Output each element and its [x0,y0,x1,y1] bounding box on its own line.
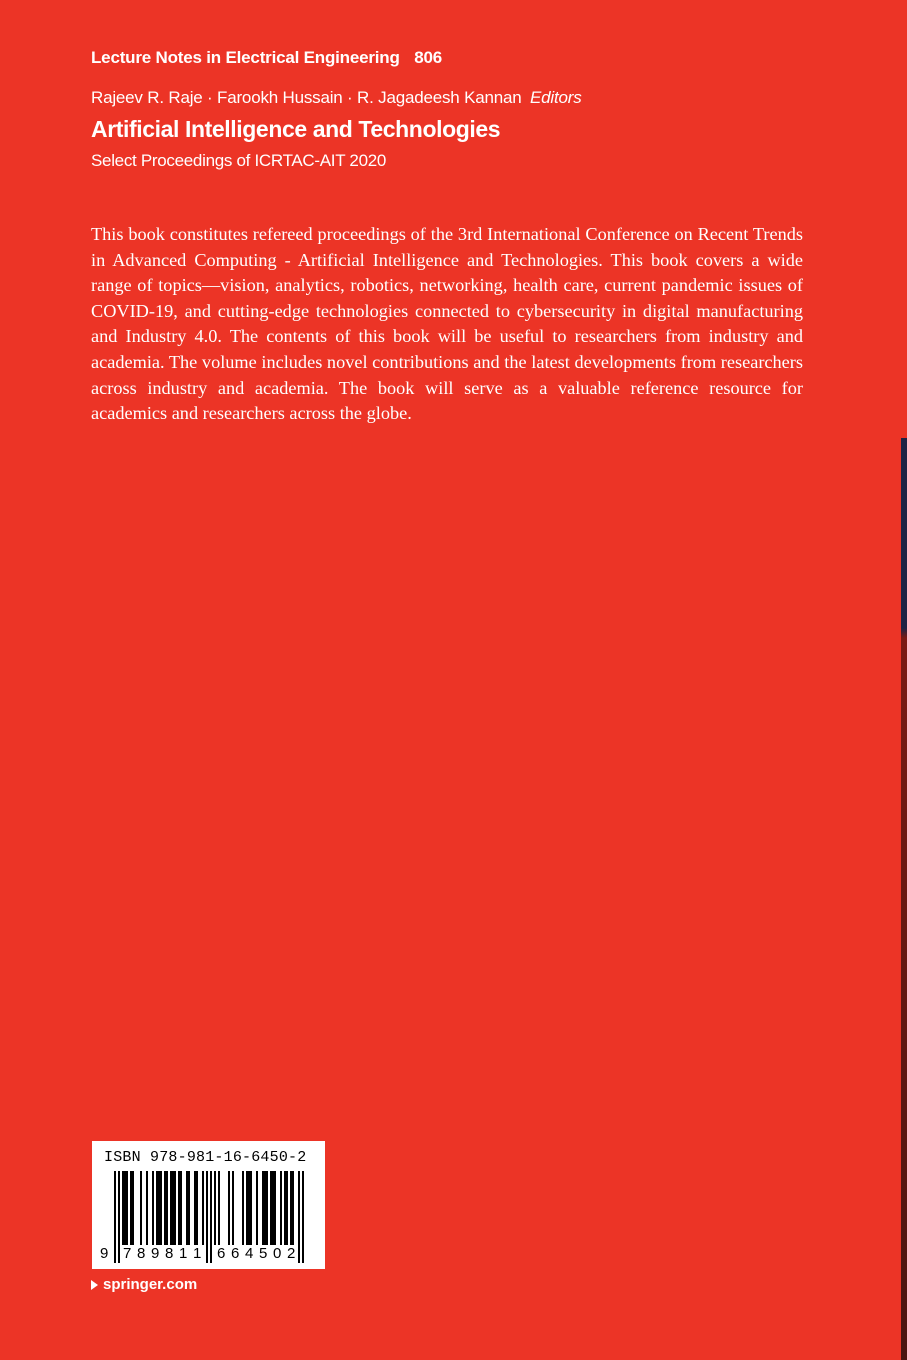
barcode-bar [290,1171,292,1245]
barcode-bar [124,1171,126,1245]
publisher-link[interactable] [91,1276,197,1293]
barcode-bar [186,1171,188,1245]
barcode-bar [228,1171,230,1245]
barcode-bar [202,1171,204,1245]
arrow-right-icon [91,1280,98,1290]
barcode-bar [170,1171,172,1245]
book-description: This book constitutes refereed proceedings of the 3rd International Conference on Recent Trends in Advanced Computing - Artificial Intelligence and Technologies. This book covers a wide range of topics—vision, analytics, robotics, networking, health care, current pandemic issues of COVID-19, and cutting-edge technologies connected to cybersecurity in digital manufacturing and Industry 4.0. The contents of this book will be useful to researchers from industry and academia. The volume includes novel contributions and the latest developments from researchers across industry and academia. The book will serve as a valuable reference resource for academics and researchers across the globe. [91,224,803,424]
barcode-bar [292,1171,294,1245]
barcode-bar [146,1171,148,1245]
barcode-bar [302,1171,304,1263]
barcode-bar [242,1171,244,1245]
barcode-bar [174,1171,176,1245]
series-line [91,48,442,68]
barcode-bar [274,1171,276,1245]
barcode-bar [156,1171,158,1245]
publisher-url: springer.com [103,1276,198,1293]
barcode-bar [246,1171,248,1245]
barcode-digit: 9 [151,1245,160,1262]
barcode-bar [160,1171,162,1245]
barcode-bar [114,1171,116,1263]
barcode-bar [284,1171,286,1245]
barcode-bar [180,1171,182,1245]
barcode-digit: 2 [287,1245,296,1262]
barcode-bar [122,1171,124,1245]
book-title: Artificial Intelligence and Technologies [91,116,501,142]
barcode-digit: 7 [123,1245,132,1262]
barcode-bar [132,1171,134,1245]
barcode-digit: 6 [231,1245,240,1262]
book-subtitle: Select Proceedings of ICRTAC-AIT 2020 [91,151,387,170]
spine-edge [901,438,907,1360]
barcode-digit: 9 [100,1245,109,1262]
barcode-digit: 5 [259,1245,268,1262]
barcode-bar [210,1171,212,1263]
barcode-bar [194,1171,196,1245]
barcode-bar [206,1171,208,1263]
barcode-digit: 4 [245,1245,254,1262]
editor-names: Rajeev R. Raje · Farookh Hussain · R. Jagadeesh Kannan [91,88,522,107]
barcode-bar [126,1171,128,1245]
barcode-bar [152,1171,154,1245]
barcode-bar [232,1171,234,1245]
barcode-bar [286,1171,288,1245]
barcode-digit: 8 [165,1245,174,1262]
barcode-bar [266,1171,268,1245]
barcode-bar [298,1171,300,1263]
barcode-bar [140,1171,142,1245]
barcode-bar [272,1171,274,1245]
barcode-bar [262,1171,264,1245]
barcode-bar [130,1171,132,1245]
isbn-label: ISBN 978-981-16-6450-2 [104,1149,307,1166]
isbn-barcode [92,1141,325,1269]
barcode-bar [256,1171,258,1245]
barcode-bar [250,1171,252,1245]
barcode-digit: 8 [137,1245,146,1262]
editors-line [91,88,582,108]
barcode-bar [164,1171,166,1245]
barcode-bar [280,1171,282,1245]
barcode-bar [248,1171,250,1245]
barcode-bar [196,1171,198,1245]
barcode-digit: 1 [179,1245,188,1262]
series-name: Lecture Notes in Electrical Engineering [91,48,400,67]
editors-role: Editors [530,88,582,107]
barcode-bar [158,1171,160,1245]
barcode-digit: 0 [273,1245,282,1262]
barcode-bar [270,1171,272,1245]
barcode-bar [264,1171,266,1245]
series-number: 806 [414,48,442,67]
barcode-bar [214,1171,216,1245]
barcode-digit: 1 [193,1245,202,1262]
barcode-bar [166,1171,168,1245]
barcode-bar [218,1171,220,1245]
barcode-bar [172,1171,174,1245]
barcode-bar [118,1171,120,1263]
barcode-bar [188,1171,190,1245]
barcode-bar [178,1171,180,1245]
barcode-digit: 6 [217,1245,226,1262]
